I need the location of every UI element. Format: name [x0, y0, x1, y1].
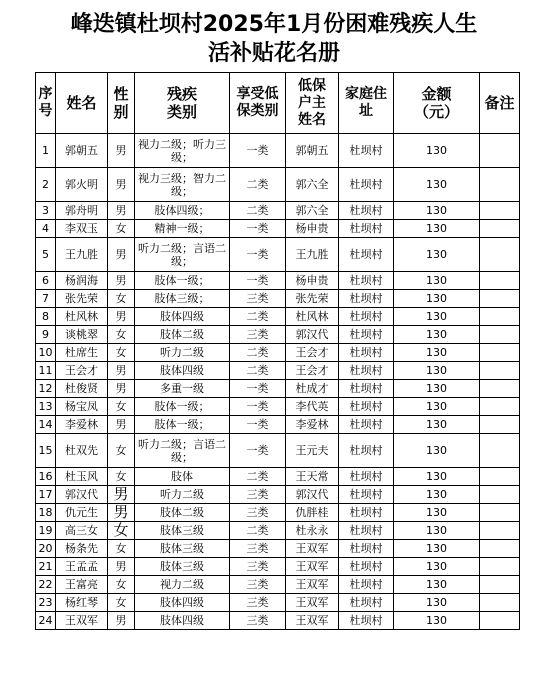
header-householder: 低保 户主 姓名	[286, 73, 339, 134]
disability-cell: 多重一级	[135, 380, 230, 398]
gender-cell: 男	[108, 558, 135, 576]
address-cell: 杜坝村	[339, 202, 394, 220]
dibao-cell: 三类	[230, 612, 286, 630]
dibao-cell: 二类	[230, 362, 286, 380]
name-cell: 李双玉	[56, 220, 108, 238]
name-cell: 杜俊贤	[56, 380, 108, 398]
remark-cell	[480, 202, 520, 220]
disability-cell: 视力二级	[135, 576, 230, 594]
amount-cell: 130	[394, 272, 480, 290]
householder-cell: 李代英	[286, 398, 339, 416]
table-row	[36, 612, 520, 630]
address-cell: 杜坝村	[339, 272, 394, 290]
gender-cell: 女	[108, 540, 135, 558]
table-row	[36, 308, 520, 326]
table-row	[36, 134, 520, 168]
header-row	[36, 73, 520, 134]
seq-cell: 11	[36, 362, 56, 380]
dibao-cell: 一类	[230, 220, 286, 238]
amount-cell: 130	[394, 398, 480, 416]
gender-cell: 男	[108, 486, 135, 504]
amount-cell: 130	[394, 202, 480, 220]
disability-cell: 听力二级	[135, 344, 230, 362]
disability-cell: 肢体三级；	[135, 290, 230, 308]
dibao-cell: 二类	[230, 168, 286, 202]
gender-cell: 女	[108, 326, 135, 344]
amount-cell: 130	[394, 468, 480, 486]
amount-cell: 130	[394, 558, 480, 576]
address-cell: 杜坝村	[339, 612, 394, 630]
amount-cell: 130	[394, 486, 480, 504]
remark-cell	[480, 272, 520, 290]
name-cell: 杜风林	[56, 308, 108, 326]
gender-cell: 女	[108, 576, 135, 594]
disability-cell: 肢体二级	[135, 504, 230, 522]
seq-cell: 10	[36, 344, 56, 362]
header-disability: 残疾 类别	[135, 73, 230, 134]
title-line-1: 峰迭镇杜坝村2025年1月份困难残疾人生	[70, 12, 478, 37]
remark-cell	[480, 308, 520, 326]
dibao-cell: 二类	[230, 308, 286, 326]
seq-cell: 18	[36, 504, 56, 522]
householder-cell: 王双军	[286, 558, 339, 576]
householder-cell: 杜永永	[286, 522, 339, 540]
amount-cell: 130	[394, 134, 480, 168]
disability-cell: 肢体三级	[135, 540, 230, 558]
gender-cell: 男	[108, 272, 135, 290]
seq-cell: 17	[36, 486, 56, 504]
table-row	[36, 168, 520, 202]
remark-cell	[480, 416, 520, 434]
dibao-cell: 三类	[230, 504, 286, 522]
address-cell: 杜坝村	[339, 220, 394, 238]
table-row	[36, 576, 520, 594]
header-dibao: 享受低 保类别	[230, 73, 286, 134]
gender-cell: 女	[108, 290, 135, 308]
dibao-cell: 一类	[230, 434, 286, 468]
name-cell: 王双军	[56, 612, 108, 630]
address-cell: 杜坝村	[339, 380, 394, 398]
householder-cell: 郭六全	[286, 202, 339, 220]
address-cell: 杜坝村	[339, 468, 394, 486]
name-cell: 李爱林	[56, 416, 108, 434]
name-cell: 张先荣	[56, 290, 108, 308]
document-title	[0, 10, 548, 68]
householder-cell: 仇胖桂	[286, 504, 339, 522]
subsidy-roster-table	[35, 72, 520, 630]
amount-cell: 130	[394, 220, 480, 238]
householder-cell: 王双军	[286, 612, 339, 630]
title-line-2: 活补贴花名册	[207, 41, 340, 66]
table-row	[36, 380, 520, 398]
gender-cell: 女	[108, 434, 135, 468]
gender-cell: 男	[108, 202, 135, 220]
householder-cell: 王双军	[286, 540, 339, 558]
remark-cell	[480, 434, 520, 468]
seq-cell: 19	[36, 522, 56, 540]
address-cell: 杜坝村	[339, 486, 394, 504]
gender-cell: 男	[108, 168, 135, 202]
remark-cell	[480, 558, 520, 576]
name-cell: 杜双先	[56, 434, 108, 468]
name-cell: 仇元生	[56, 504, 108, 522]
amount-cell: 130	[394, 238, 480, 272]
dibao-cell: 三类	[230, 558, 286, 576]
remark-cell	[480, 612, 520, 630]
gender-cell: 女	[108, 344, 135, 362]
householder-cell: 王元夫	[286, 434, 339, 468]
name-cell: 杨条先	[56, 540, 108, 558]
address-cell: 杜坝村	[339, 558, 394, 576]
table-row	[36, 540, 520, 558]
name-cell: 王会才	[56, 362, 108, 380]
name-cell: 王孟孟	[56, 558, 108, 576]
address-cell: 杜坝村	[339, 238, 394, 272]
disability-cell: 听力二级；言语二级；	[135, 434, 230, 468]
name-cell: 郭汉代	[56, 486, 108, 504]
remark-cell	[480, 220, 520, 238]
remark-cell	[480, 344, 520, 362]
name-cell: 高三女	[56, 522, 108, 540]
disability-cell: 肢体四级	[135, 362, 230, 380]
disability-cell: 视力三级；智力二级；	[135, 168, 230, 202]
dibao-cell: 一类	[230, 134, 286, 168]
seq-cell: 15	[36, 434, 56, 468]
address-cell: 杜坝村	[339, 576, 394, 594]
seq-cell: 22	[36, 576, 56, 594]
seq-cell: 23	[36, 594, 56, 612]
gender-cell: 男	[108, 134, 135, 168]
name-cell: 郭火明	[56, 168, 108, 202]
seq-cell: 5	[36, 238, 56, 272]
dibao-cell: 二类	[230, 202, 286, 220]
name-cell: 杨宝凤	[56, 398, 108, 416]
householder-cell: 王九胜	[286, 238, 339, 272]
amount-cell: 130	[394, 576, 480, 594]
gender-cell: 男	[108, 380, 135, 398]
table-row	[36, 486, 520, 504]
dibao-cell: 三类	[230, 576, 286, 594]
name-cell: 杨润海	[56, 272, 108, 290]
remark-cell	[480, 290, 520, 308]
table-row	[36, 522, 520, 540]
gender-cell: 男	[108, 362, 135, 380]
dibao-cell: 三类	[230, 326, 286, 344]
disability-cell: 肢体四级	[135, 612, 230, 630]
remark-cell	[480, 540, 520, 558]
table-row	[36, 272, 520, 290]
seq-cell: 16	[36, 468, 56, 486]
seq-cell: 4	[36, 220, 56, 238]
disability-cell: 精神一级；	[135, 220, 230, 238]
disability-cell: 听力二级；言语二级；	[135, 238, 230, 272]
disability-cell: 听力二级	[135, 486, 230, 504]
roster-body	[36, 134, 520, 630]
remark-cell	[480, 380, 520, 398]
address-cell: 杜坝村	[339, 540, 394, 558]
name-cell: 谈桃翠	[56, 326, 108, 344]
dibao-cell: 二类	[230, 468, 286, 486]
address-cell: 杜坝村	[339, 168, 394, 202]
address-cell: 杜坝村	[339, 416, 394, 434]
header-address: 家庭住 址	[339, 73, 394, 134]
remark-cell	[480, 362, 520, 380]
dibao-cell: 一类	[230, 380, 286, 398]
householder-cell: 杨申贵	[286, 220, 339, 238]
disability-cell: 视力二级；听力三级；	[135, 134, 230, 168]
remark-cell	[480, 134, 520, 168]
seq-cell: 8	[36, 308, 56, 326]
table-row	[36, 434, 520, 468]
address-cell: 杜坝村	[339, 398, 394, 416]
seq-cell: 12	[36, 380, 56, 398]
householder-cell: 王双军	[286, 594, 339, 612]
gender-cell: 女	[108, 594, 135, 612]
header-gender: 性 别	[108, 73, 135, 134]
householder-cell: 郭汉代	[286, 326, 339, 344]
amount-cell: 130	[394, 540, 480, 558]
address-cell: 杜坝村	[339, 326, 394, 344]
remark-cell	[480, 486, 520, 504]
seq-cell: 1	[36, 134, 56, 168]
disability-cell: 肢体二级	[135, 326, 230, 344]
dibao-cell: 一类	[230, 398, 286, 416]
header-amount: 金额 （元）	[394, 73, 480, 134]
amount-cell: 130	[394, 612, 480, 630]
amount-cell: 130	[394, 594, 480, 612]
address-cell: 杜坝村	[339, 290, 394, 308]
table-row	[36, 202, 520, 220]
header-remark: 备注	[480, 73, 520, 134]
table-row	[36, 416, 520, 434]
table-row	[36, 344, 520, 362]
remark-cell	[480, 238, 520, 272]
disability-cell: 肢体四级	[135, 308, 230, 326]
table-row	[36, 594, 520, 612]
table-row	[36, 362, 520, 380]
remark-cell	[480, 326, 520, 344]
householder-cell: 王双军	[286, 576, 339, 594]
gender-cell: 男	[108, 416, 135, 434]
amount-cell: 130	[394, 522, 480, 540]
amount-cell: 130	[394, 416, 480, 434]
name-cell: 王九胜	[56, 238, 108, 272]
gender-cell: 女	[108, 468, 135, 486]
gender-cell: 女	[108, 220, 135, 238]
remark-cell	[480, 398, 520, 416]
table-row	[36, 326, 520, 344]
amount-cell: 130	[394, 504, 480, 522]
address-cell: 杜坝村	[339, 308, 394, 326]
seq-cell: 21	[36, 558, 56, 576]
table-row	[36, 504, 520, 522]
seq-cell: 13	[36, 398, 56, 416]
householder-cell: 杜成才	[286, 380, 339, 398]
householder-cell: 王天常	[286, 468, 339, 486]
amount-cell: 130	[394, 290, 480, 308]
amount-cell: 130	[394, 380, 480, 398]
householder-cell: 郭汉代	[286, 486, 339, 504]
gender-cell: 女	[108, 522, 135, 540]
dibao-cell: 一类	[230, 416, 286, 434]
dibao-cell: 三类	[230, 290, 286, 308]
householder-cell: 杨申贵	[286, 272, 339, 290]
amount-cell: 130	[394, 434, 480, 468]
seq-cell: 9	[36, 326, 56, 344]
gender-cell: 女	[108, 398, 135, 416]
dibao-cell: 三类	[230, 486, 286, 504]
remark-cell	[480, 504, 520, 522]
table-row	[36, 238, 520, 272]
householder-cell: 李爱林	[286, 416, 339, 434]
gender-cell: 男	[108, 612, 135, 630]
name-cell: 杨红琴	[56, 594, 108, 612]
address-cell: 杜坝村	[339, 344, 394, 362]
disability-cell: 肢体三级	[135, 558, 230, 576]
table-row	[36, 468, 520, 486]
amount-cell: 130	[394, 308, 480, 326]
dibao-cell: 三类	[230, 540, 286, 558]
seq-cell: 14	[36, 416, 56, 434]
seq-cell: 7	[36, 290, 56, 308]
dibao-cell: 三类	[230, 594, 286, 612]
dibao-cell: 一类	[230, 238, 286, 272]
householder-cell: 张先荣	[286, 290, 339, 308]
householder-cell: 郭六全	[286, 168, 339, 202]
disability-cell: 肢体三级	[135, 522, 230, 540]
table-row	[36, 220, 520, 238]
table-row	[36, 558, 520, 576]
amount-cell: 130	[394, 326, 480, 344]
disability-cell: 肢体一级；	[135, 272, 230, 290]
seq-cell: 6	[36, 272, 56, 290]
name-cell: 郭舟明	[56, 202, 108, 220]
header-name: 姓名	[56, 73, 108, 134]
seq-cell: 20	[36, 540, 56, 558]
disability-cell: 肢体	[135, 468, 230, 486]
remark-cell	[480, 594, 520, 612]
seq-cell: 3	[36, 202, 56, 220]
remark-cell	[480, 522, 520, 540]
address-cell: 杜坝村	[339, 434, 394, 468]
disability-cell: 肢体一级；	[135, 416, 230, 434]
seq-cell: 2	[36, 168, 56, 202]
disability-cell: 肢体一级；	[135, 398, 230, 416]
dibao-cell: 二类	[230, 344, 286, 362]
name-cell: 杜席生	[56, 344, 108, 362]
gender-cell: 男	[108, 238, 135, 272]
remark-cell	[480, 468, 520, 486]
householder-cell: 王会才	[286, 362, 339, 380]
address-cell: 杜坝村	[339, 504, 394, 522]
name-cell: 杜玉风	[56, 468, 108, 486]
address-cell: 杜坝村	[339, 134, 394, 168]
householder-cell: 王会才	[286, 344, 339, 362]
table-row	[36, 290, 520, 308]
name-cell: 王富亮	[56, 576, 108, 594]
address-cell: 杜坝村	[339, 594, 394, 612]
householder-cell: 杜风林	[286, 308, 339, 326]
table-row	[36, 398, 520, 416]
address-cell: 杜坝村	[339, 362, 394, 380]
gender-cell: 男	[108, 308, 135, 326]
amount-cell: 130	[394, 344, 480, 362]
seq-cell: 24	[36, 612, 56, 630]
amount-cell: 130	[394, 362, 480, 380]
householder-cell: 郭朝五	[286, 134, 339, 168]
disability-cell: 肢体四级	[135, 594, 230, 612]
remark-cell	[480, 576, 520, 594]
disability-cell: 肢体四级；	[135, 202, 230, 220]
gender-cell: 男	[108, 504, 135, 522]
header-seq: 序 号	[36, 73, 56, 134]
dibao-cell: 一类	[230, 272, 286, 290]
name-cell: 郭朝五	[56, 134, 108, 168]
address-cell: 杜坝村	[339, 522, 394, 540]
dibao-cell: 二类	[230, 522, 286, 540]
remark-cell	[480, 168, 520, 202]
amount-cell: 130	[394, 168, 480, 202]
